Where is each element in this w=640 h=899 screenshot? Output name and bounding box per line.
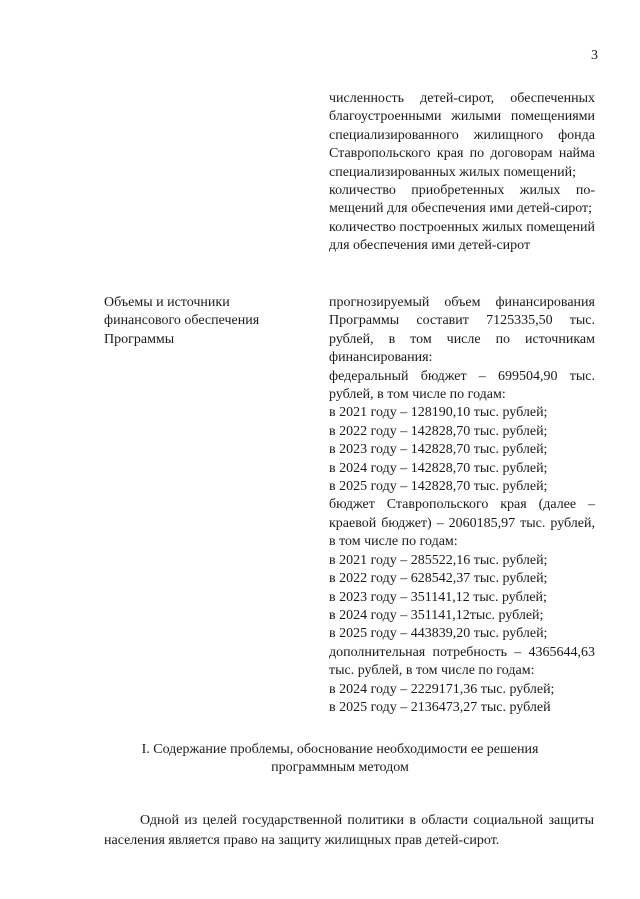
- finance-line: в 2024 году – 351141,12тыс. рублей;: [329, 607, 544, 623]
- page-number: 3: [591, 48, 598, 63]
- finance-line: в 2024 году – 2229171,36 тыс. рублей;: [329, 681, 555, 697]
- section-heading-line: I. Содержание проблемы, обоснование необходимости ее решения: [141, 742, 539, 757]
- finance-label-line: Объемы и источники: [104, 295, 230, 310]
- finance-line: бюджет Ставропольского края (далее – краевой бюджет) – 2060185,97 тыс. рублей, в том числе по годам:: [329, 497, 595, 550]
- finance-line: дополнительная потребность – 4365644,63 тыс. рублей, в том числе по годам:: [329, 644, 595, 679]
- finance-line: в 2025 году – 443839,20 тыс. рублей;: [329, 626, 548, 642]
- finance-line: в 2021 году – 285522,16 тыс. рублей;: [329, 552, 548, 568]
- section-heading: [60, 741, 620, 778]
- section-heading-line: программным методом: [271, 760, 409, 776]
- finance-details: [329, 294, 595, 717]
- target-indicators: [329, 90, 595, 256]
- finance-label-line: финансового обеспечения: [104, 313, 260, 329]
- finance-line: в 2023 году – 351141,12 тыс. рублей;: [329, 589, 547, 605]
- indicator-item: количество приобретенных жилых помещений для обеспечения ими детей-сирот;: [329, 183, 595, 217]
- finance-line: в 2025 году – 2136473,27 тыс. рублей: [329, 699, 551, 715]
- finance-line: в 2022 году – 628542,37 тыс. рублей;: [329, 571, 548, 587]
- indicator-item: численность детей-сирот, обеспеченных благоустроенными жилыми помещениями специализированного жилищного фонда Ставропольского края по договорам найма специализированных жилых помещений;: [329, 91, 595, 180]
- finance-line: в 2022 году – 142828,70 тыс. рублей;: [329, 423, 548, 439]
- finance-line: в 2023 году – 142828,70 тыс. рублей;: [329, 442, 548, 458]
- finance-label: [104, 294, 304, 349]
- finance-line: федеральный бюджет – 699504,90 тыс. рублей, в том числе по годам:: [329, 368, 595, 403]
- finance-line: в 2024 году – 142828,70 тыс. рублей;: [329, 460, 548, 476]
- finance-line: в 2021 году – 128190,10 тыс. рублей;: [329, 405, 548, 421]
- finance-line: в 2025 году – 142828,70 тыс. рублей;: [329, 479, 548, 495]
- finance-label-line: Программы: [104, 331, 175, 347]
- finance-line: прогнозируемый объем финансирования Программы составит 7125335,50 тыс. рублей, в том числе по источникам финансирования:: [329, 295, 595, 366]
- body-paragraph: Одной из целей государственной политики в области социальной защиты населения является право на защиту жилищных прав детей-сирот.: [104, 813, 594, 848]
- indicator-item: количество построенных жилых помещений для обеспечения ими детей-сирот: [329, 219, 595, 254]
